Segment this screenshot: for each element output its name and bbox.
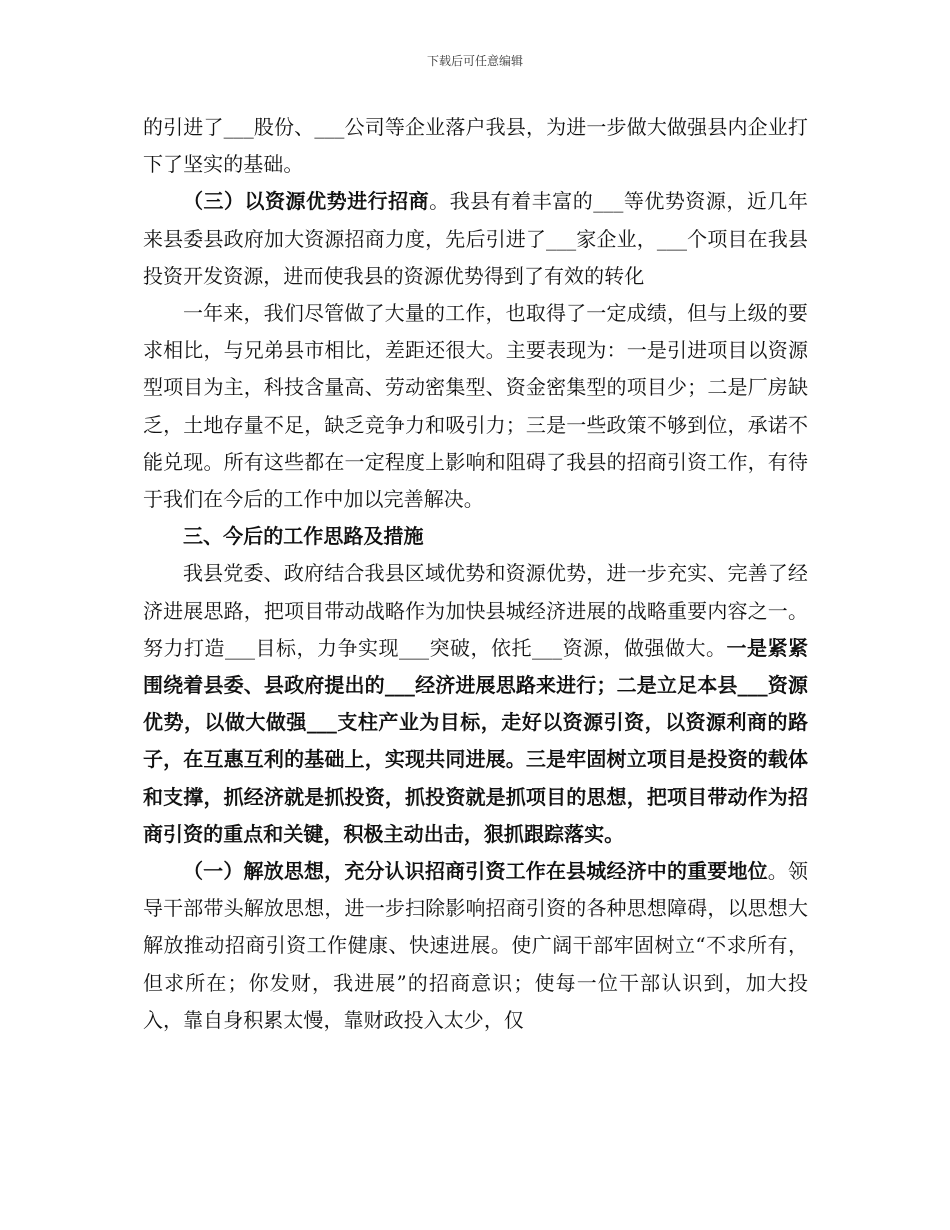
document-body <box>143 109 808 1039</box>
paragraph-1-text: 的引进了___股份、___公司等企业落户我县，为进一步做大做强县内企业打下了坚实的基础。 <box>143 115 808 177</box>
paragraph-4 <box>143 518 808 555</box>
paragraph-5 <box>143 555 808 853</box>
paragraph-6-text: 。领导干部带头解放思想，进一步扫除影响招商引资的各种思想障碍，以思想大解放推动招商引资工作健康、快速进展。使广阔干部牢固树立“不求所有，但求所在；你发财，我进展”的招商意识；使每一位干部认识到，加大投入，靠自身积累太慢，靠财政投入太少，仅 <box>143 859 808 1032</box>
chapter-heading: 三、今后的工作思路及措施 <box>183 524 424 549</box>
paragraph-1 <box>143 109 808 183</box>
paragraph-6 <box>143 853 808 1039</box>
paragraph-5-text: 我县党委、政府结合我县区域优势和资源优势，进一步充实、完善了经济进展思路，把项目带动战略作为加快县城经济进展的战略重要内容之一。努力打造___目标，力争实现___突破，依托___资源，做强做大。 <box>143 561 808 660</box>
section-heading-3: （三）以资源优势进行招商 <box>183 189 430 214</box>
page-header: 下载后可任意编辑 <box>426 54 523 68</box>
paragraph-3 <box>143 295 808 518</box>
paragraph-3-text: 一年来，我们尽管做了大量的工作，也取得了一定成绩，但与上级的要求相比，与兄弟县市相比，差距还很大。主要表现为：一是引进项目以资源型项目为主，科技含量高、劳动密集型、资金密集型的项目少；二是厂房缺乏，土地存量不足，缺乏竞争力和吸引力；三是一些政策不够到位，承诺不能兑现。所有这些都在一定程度上影响和阻碍了我县的招商引资工作，有待于我们在今后的工作中加以完善解决。 <box>143 301 808 512</box>
paragraph-5-bold: 一是紧紧围绕着县委、县政府提出的___经济进展思路来进行；二是立足本县___资源优势，以做大做强___支柱产业为目标，走好以资源引资，以资源利商的路子，在互惠互利的基础上，实现共同进展。三是牢固树立项目是投资的载体和支撑，抓经济就是抓投资，抓投资就是抓项目的思想，把项目带动作为招商引资的重点和关键，积极主动出击，狠抓跟踪落实。 <box>143 635 808 846</box>
paragraph-2-text: 。我县有着丰富的___等优势资源，近几年来县委县政府加大资源招商力度，先后引进了___家企业，___个项目在我县投资开发资源，进而使我县的资源优势得到了有效的转化 <box>143 189 808 288</box>
section-heading-1: （一）解放思想，充分认识招商引资工作在县城经济中的重要地位 <box>183 859 768 884</box>
paragraph-2 <box>143 183 808 295</box>
